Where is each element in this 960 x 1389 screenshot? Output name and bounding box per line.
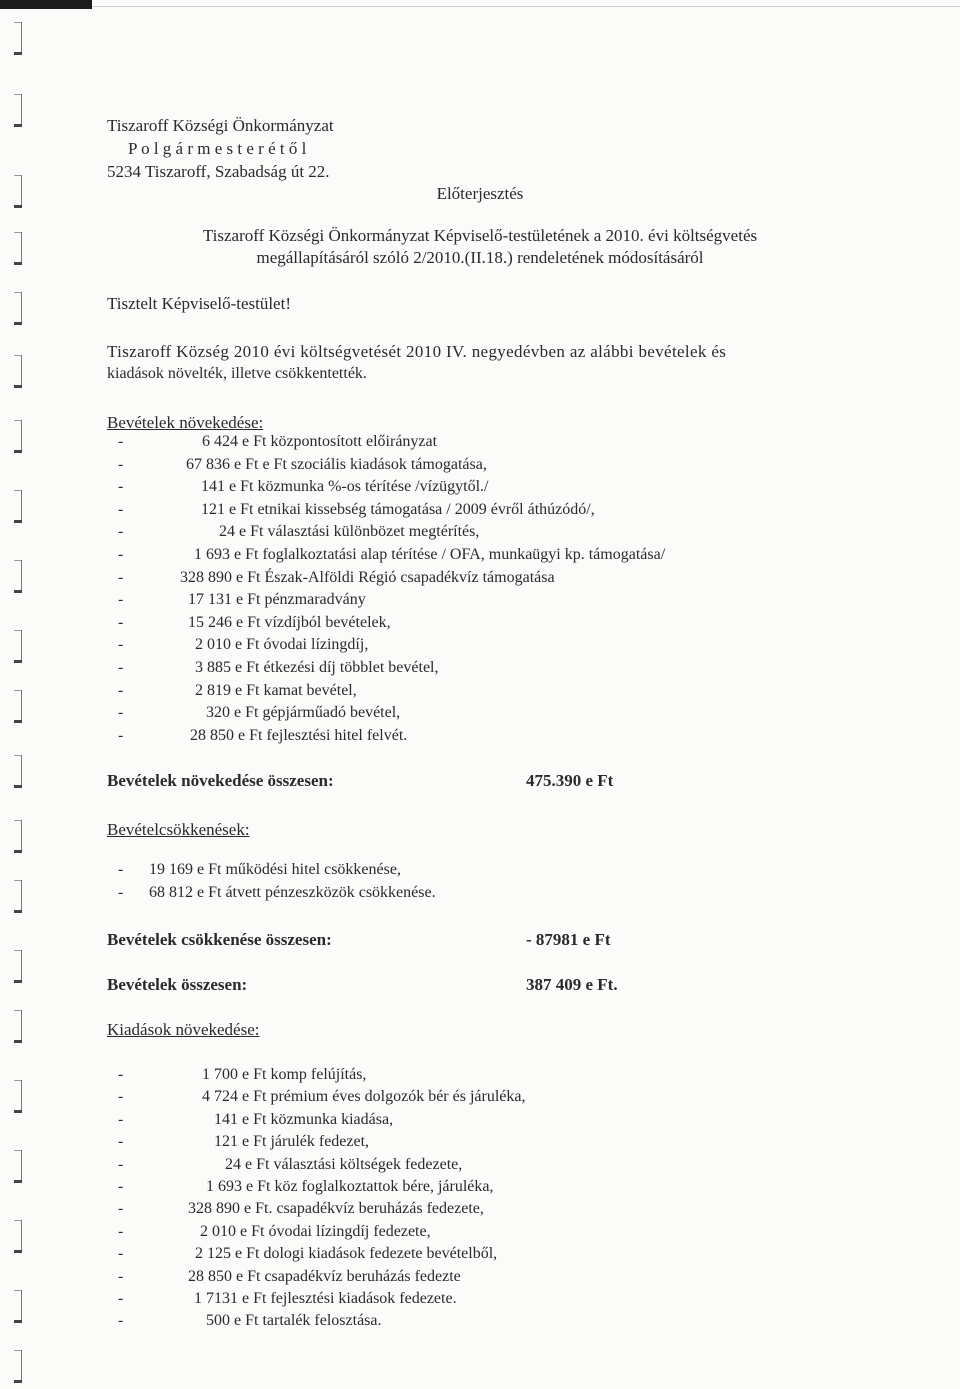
- list-bullet-dash: -: [118, 478, 124, 496]
- revenue-decrease-heading: Bevételcsökkenések:: [107, 820, 250, 839]
- list-item-text: 28 850 e Ft fejlesztési hitel felvét.: [190, 726, 408, 744]
- list-bullet-dash: -: [118, 1155, 124, 1173]
- list-bullet-dash: -: [118, 681, 124, 699]
- list-bullet-dash: -: [118, 591, 124, 609]
- margin-mark: [14, 94, 22, 128]
- subject-line-2: megállapításáról szóló 2/2010.(II.18.) rendeletének módosításáról: [256, 248, 704, 267]
- revenue-increase-total-value: 475.390 e Ft: [526, 771, 614, 790]
- margin-mark: [14, 1080, 22, 1114]
- list-item-text: 6 424 e Ft központosított előirányzat: [202, 433, 438, 450]
- list-item-text: 17 131 e Ft pénzmaradvány: [188, 591, 366, 609]
- margin-mark: [14, 880, 22, 914]
- list-bullet-dash: -: [118, 636, 124, 654]
- revenue-total-value: 387 409 e Ft.: [526, 975, 618, 994]
- margin-mark: [14, 22, 22, 56]
- margin-mark: [14, 755, 22, 789]
- list-item-text: 28 850 e Ft csapadékvíz beruházás fedezte: [188, 1267, 461, 1285]
- list-bullet-dash: -: [118, 1178, 124, 1195]
- margin-mark: [14, 820, 22, 854]
- list-item-text: 141 e Ft közmunka %-os térítése /vízügytől./: [201, 478, 489, 496]
- revenue-increase-total-label: Bevételek növekedése összesen:: [107, 771, 334, 790]
- subject-line-1: Tiszaroff Községi Önkormányzat Képviselő-testületének a 2010. évi költségvetés: [202, 226, 758, 245]
- list-item-text: 121 e Ft etnikai kissebség támogatása / 2009 évről áthúzódó/,: [201, 500, 595, 518]
- list-item-text: 320 e Ft gépjárműadó bevétel,: [206, 704, 401, 722]
- margin-mark: [14, 420, 22, 454]
- list-item-text: 24 e Ft választási különbözet megtérítés,: [219, 523, 480, 541]
- list-item-text: 2 125 e Ft dologi kiadások fedezete bevételből,: [195, 1245, 498, 1263]
- list-item-text: 141 e Ft közmunka kiadása,: [214, 1110, 394, 1128]
- list-bullet-dash: -: [118, 1133, 124, 1151]
- margin-mark: [14, 1290, 22, 1324]
- list-item-text: 68 812 e Ft átvett pénzeszközök csökkenése.: [149, 884, 436, 901]
- list-item-text: 1 693 e Ft foglalkoztatási alap térítése / OFA, munkaügyi kp. támogatása/: [194, 546, 666, 563]
- margin-mark: [14, 950, 22, 984]
- revenue-decrease-total-value: - 87981 e Ft: [526, 930, 611, 949]
- margin-mark: [14, 355, 22, 389]
- margin-mark: [14, 490, 22, 524]
- margin-mark: [14, 1010, 22, 1044]
- list-bullet-dash: -: [118, 884, 124, 901]
- list-item-text: 19 169 e Ft működési hitel csökkenése,: [149, 861, 401, 878]
- list-bullet-dash: -: [118, 1088, 124, 1106]
- margin-mark: [14, 630, 22, 664]
- intro-line-1: Tiszaroff Község 2010 évi költségvetését 2010 IV. negyedévben az alábbi bevételek és: [107, 342, 727, 361]
- list-bullet-dash: -: [118, 1267, 124, 1285]
- list-item-text: 4 724 e Ft prémium éves dolgozók bér és járuléka,: [202, 1088, 526, 1106]
- list-item-text: 67 836 e Ft e Ft szociális kiadások támogatása,: [186, 455, 487, 473]
- list-item-text: 24 e Ft választási költségek fedezete,: [225, 1155, 463, 1173]
- expense-increase-heading: Kiadások növekedése:: [107, 1020, 260, 1039]
- list-item-text: 15 246 e Ft vízdíjból bevételek,: [188, 613, 391, 631]
- list-bullet-dash: -: [118, 1312, 124, 1330]
- revenue-increase-heading: Bevételek növekedése:: [107, 413, 264, 432]
- margin-mark: [14, 1220, 22, 1254]
- list-item-text: 2 010 e Ft óvodai lízingdíj,: [195, 636, 369, 654]
- list-bullet-dash: -: [118, 1245, 124, 1263]
- sender-organization: Tiszaroff Községi Önkormányzat: [107, 116, 334, 135]
- list-bullet-dash: -: [118, 523, 124, 541]
- list-bullet-dash: -: [118, 1110, 124, 1128]
- list-item-text: 328 890 e Ft. csapadékvíz beruházás fedezete,: [188, 1200, 484, 1218]
- salutation: Tisztelt Képviselő-testület!: [107, 294, 291, 313]
- list-item-text: 328 890 e Ft Észak-Alföldi Régió csapadékvíz támogatása: [180, 568, 555, 586]
- list-item-text: 3 885 e Ft étkezési díj többlet bevétel,: [195, 659, 439, 676]
- list-item-text: 1 693 e Ft köz foglalkoztattok bére, járuléka,: [206, 1178, 494, 1195]
- list-bullet-dash: -: [118, 1200, 124, 1218]
- margin-mark: [14, 560, 22, 594]
- list-bullet-dash: -: [118, 861, 124, 878]
- list-bullet-dash: -: [118, 568, 124, 586]
- document-type: Előterjesztés: [436, 184, 524, 203]
- margin-mark: [14, 292, 22, 326]
- list-bullet-dash: -: [118, 704, 124, 722]
- list-bullet-dash: -: [118, 726, 124, 744]
- list-bullet-dash: -: [118, 1290, 124, 1307]
- list-item-text: 2 010 e Ft óvodai lízingdíj fedezete,: [200, 1222, 431, 1240]
- list-item-text: 1 7131 e Ft fejlesztési kiadások fedezete.: [194, 1290, 457, 1307]
- list-bullet-dash: -: [118, 500, 124, 518]
- sender-address: 5234 Tiszaroff, Szabadság út 22.: [107, 162, 330, 181]
- list-bullet-dash: -: [118, 433, 124, 450]
- list-item-text: 1 700 e Ft komp felújítás,: [202, 1066, 367, 1083]
- margin-mark: [14, 690, 22, 724]
- list-item-text: 500 e Ft tartalék felosztása.: [206, 1312, 382, 1330]
- scan-edge-bar: [0, 0, 92, 9]
- list-bullet-dash: -: [118, 1066, 124, 1083]
- list-bullet-dash: -: [118, 546, 124, 563]
- sender-office: P o l g á r m e s t e r é t ő l: [128, 139, 307, 158]
- list-bullet-dash: -: [118, 613, 124, 631]
- revenue-decrease-total-label: Bevételek csökkenése összesen:: [107, 930, 332, 949]
- list-bullet-dash: -: [118, 455, 124, 473]
- intro-line-2: kiadások növelték, illetve csökkentették.: [107, 365, 367, 382]
- scan-edge-line: [92, 6, 960, 7]
- margin-mark: [14, 1350, 22, 1384]
- list-bullet-dash: -: [118, 659, 124, 676]
- list-item-text: 121 e Ft járulék fedezet,: [214, 1133, 370, 1151]
- list-item-text: 2 819 e Ft kamat bevétel,: [195, 681, 357, 699]
- revenue-total-label: Bevételek összesen:: [107, 975, 248, 994]
- list-bullet-dash: -: [118, 1222, 124, 1240]
- margin-mark: [14, 1150, 22, 1184]
